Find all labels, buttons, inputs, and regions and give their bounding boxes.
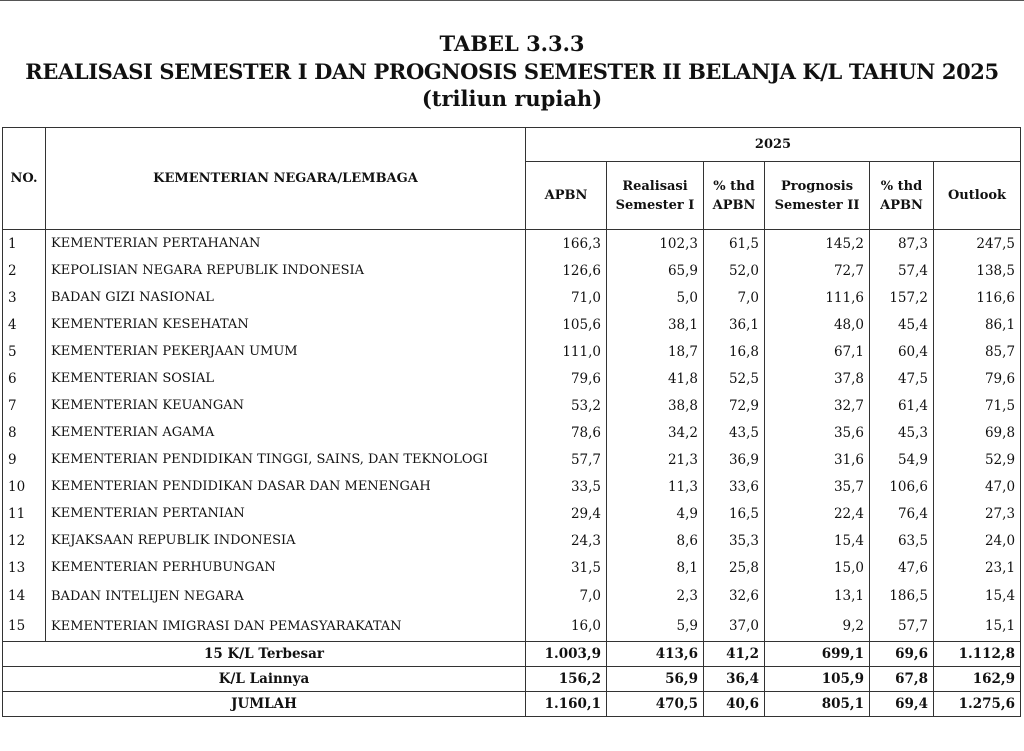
row-apbn: 57,7 bbox=[526, 446, 607, 473]
summary-pct-prognosis: 67,8 bbox=[870, 667, 934, 692]
row-outlook: 247,5 bbox=[934, 230, 1021, 258]
row-no: 3 bbox=[3, 284, 46, 311]
row-apbn: 33,5 bbox=[526, 473, 607, 500]
row-realisasi: 5,0 bbox=[607, 284, 704, 311]
table-row bbox=[3, 338, 1021, 365]
row-pct-realisasi: 36,1 bbox=[704, 311, 765, 338]
summary-prognosis: 699,1 bbox=[765, 642, 870, 667]
row-apbn: 71,0 bbox=[526, 284, 607, 311]
summary-outlook: 1.112,8 bbox=[934, 642, 1021, 667]
row-pct-realisasi: 32,6 bbox=[704, 581, 765, 611]
row-pct-realisasi: 36,9 bbox=[704, 446, 765, 473]
spending-table bbox=[2, 127, 1021, 717]
row-name: KEMENTERIAN PENDIDIKAN TINGGI, SAINS, DAN TEKNOLOGI bbox=[46, 446, 526, 473]
row-realisasi: 102,3 bbox=[607, 230, 704, 258]
row-outlook: 52,9 bbox=[934, 446, 1021, 473]
summary-outlook: 162,9 bbox=[934, 667, 1021, 692]
summary-pct-realisasi: 41,2 bbox=[704, 642, 765, 667]
row-realisasi: 21,3 bbox=[607, 446, 704, 473]
row-apbn: 31,5 bbox=[526, 554, 607, 581]
row-pct-realisasi: 43,5 bbox=[704, 419, 765, 446]
row-pct-prognosis: 61,4 bbox=[870, 392, 934, 419]
header-apbn: APBN bbox=[526, 162, 607, 230]
row-name: KEMENTERIAN PERHUBUNGAN bbox=[46, 554, 526, 581]
top-rule bbox=[0, 0, 1024, 1]
summary-label: 15 K/L Terbesar bbox=[3, 642, 526, 667]
row-outlook: 86,1 bbox=[934, 311, 1021, 338]
row-realisasi: 65,9 bbox=[607, 257, 704, 284]
row-no: 5 bbox=[3, 338, 46, 365]
row-apbn: 105,6 bbox=[526, 311, 607, 338]
row-realisasi: 5,9 bbox=[607, 611, 704, 642]
row-name: KEMENTERIAN SOSIAL bbox=[46, 365, 526, 392]
table-row bbox=[3, 284, 1021, 311]
summary-realisasi: 413,6 bbox=[607, 642, 704, 667]
row-no: 4 bbox=[3, 311, 46, 338]
row-no: 13 bbox=[3, 554, 46, 581]
row-name: KEMENTERIAN IMIGRASI DAN PEMASYARAKATAN bbox=[46, 611, 526, 642]
row-outlook: 69,8 bbox=[934, 419, 1021, 446]
table-row bbox=[3, 392, 1021, 419]
row-pct-prognosis: 87,3 bbox=[870, 230, 934, 258]
row-pct-prognosis: 63,5 bbox=[870, 527, 934, 554]
row-pct-realisasi: 52,0 bbox=[704, 257, 765, 284]
row-pct-prognosis: 47,5 bbox=[870, 365, 934, 392]
row-prognosis: 48,0 bbox=[765, 311, 870, 338]
row-outlook: 85,7 bbox=[934, 338, 1021, 365]
table-row bbox=[3, 365, 1021, 392]
row-pct-realisasi: 52,5 bbox=[704, 365, 765, 392]
header-realisasi: Realisasi Semester I bbox=[607, 162, 704, 230]
row-prognosis: 72,7 bbox=[765, 257, 870, 284]
row-pct-realisasi: 33,6 bbox=[704, 473, 765, 500]
row-prognosis: 13,1 bbox=[765, 581, 870, 611]
summary-prognosis: 105,9 bbox=[765, 667, 870, 692]
row-apbn: 7,0 bbox=[526, 581, 607, 611]
row-no: 10 bbox=[3, 473, 46, 500]
row-realisasi: 11,3 bbox=[607, 473, 704, 500]
row-prognosis: 35,6 bbox=[765, 419, 870, 446]
row-pct-prognosis: 186,5 bbox=[870, 581, 934, 611]
row-pct-prognosis: 57,7 bbox=[870, 611, 934, 642]
row-realisasi: 38,1 bbox=[607, 311, 704, 338]
row-no: 15 bbox=[3, 611, 46, 642]
table-row bbox=[3, 500, 1021, 527]
summary-pct-prognosis: 69,6 bbox=[870, 642, 934, 667]
row-outlook: 23,1 bbox=[934, 554, 1021, 581]
row-prognosis: 145,2 bbox=[765, 230, 870, 258]
row-prognosis: 9,2 bbox=[765, 611, 870, 642]
row-outlook: 47,0 bbox=[934, 473, 1021, 500]
row-realisasi: 4,9 bbox=[607, 500, 704, 527]
row-prognosis: 15,4 bbox=[765, 527, 870, 554]
header-year: 2025 bbox=[526, 128, 1021, 162]
row-outlook: 15,4 bbox=[934, 581, 1021, 611]
row-apbn: 111,0 bbox=[526, 338, 607, 365]
summary-pct-prognosis: 69,4 bbox=[870, 692, 934, 717]
row-prognosis: 35,7 bbox=[765, 473, 870, 500]
row-prognosis: 31,6 bbox=[765, 446, 870, 473]
row-outlook: 71,5 bbox=[934, 392, 1021, 419]
row-pct-realisasi: 35,3 bbox=[704, 527, 765, 554]
summary-prognosis: 805,1 bbox=[765, 692, 870, 717]
table-row bbox=[3, 257, 1021, 284]
header-pct-realisasi: % thd APBN bbox=[704, 162, 765, 230]
row-pct-prognosis: 54,9 bbox=[870, 446, 934, 473]
summary-label: JUMLAH bbox=[3, 692, 526, 717]
summary-pct-realisasi: 36,4 bbox=[704, 667, 765, 692]
summary-row-jumlah bbox=[3, 692, 1021, 717]
row-apbn: 16,0 bbox=[526, 611, 607, 642]
table-number: TABEL 3.3.3 bbox=[439, 31, 585, 56]
row-apbn: 78,6 bbox=[526, 419, 607, 446]
table-row bbox=[3, 611, 1021, 642]
summary-row-lainnya bbox=[3, 667, 1021, 692]
row-no: 14 bbox=[3, 581, 46, 611]
row-pct-prognosis: 76,4 bbox=[870, 500, 934, 527]
row-name: KEMENTERIAN AGAMA bbox=[46, 419, 526, 446]
row-outlook: 116,6 bbox=[934, 284, 1021, 311]
table-row bbox=[3, 473, 1021, 500]
row-prognosis: 32,7 bbox=[765, 392, 870, 419]
row-pct-realisasi: 7,0 bbox=[704, 284, 765, 311]
row-pct-realisasi: 16,5 bbox=[704, 500, 765, 527]
row-prognosis: 67,1 bbox=[765, 338, 870, 365]
summary-realisasi: 470,5 bbox=[607, 692, 704, 717]
row-pct-prognosis: 106,6 bbox=[870, 473, 934, 500]
row-prognosis: 15,0 bbox=[765, 554, 870, 581]
row-outlook: 138,5 bbox=[934, 257, 1021, 284]
row-pct-prognosis: 60,4 bbox=[870, 338, 934, 365]
row-no: 6 bbox=[3, 365, 46, 392]
row-name: KEMENTERIAN PEKERJAAN UMUM bbox=[46, 338, 526, 365]
row-name: KEMENTERIAN KEUANGAN bbox=[46, 392, 526, 419]
row-pct-realisasi: 61,5 bbox=[704, 230, 765, 258]
row-pct-prognosis: 45,3 bbox=[870, 419, 934, 446]
table-row bbox=[3, 311, 1021, 338]
row-outlook: 24,0 bbox=[934, 527, 1021, 554]
row-name: KEMENTERIAN PENDIDIKAN DASAR DAN MENENGAH bbox=[46, 473, 526, 500]
header-kl: KEMENTERIAN NEGARA/LEMBAGA bbox=[46, 128, 526, 230]
row-no: 2 bbox=[3, 257, 46, 284]
row-prognosis: 37,8 bbox=[765, 365, 870, 392]
row-prognosis: 111,6 bbox=[765, 284, 870, 311]
table-unit: (triliun rupiah) bbox=[421, 86, 603, 111]
header-outlook: Outlook bbox=[934, 162, 1021, 230]
table-row bbox=[3, 419, 1021, 446]
summary-realisasi: 56,9 bbox=[607, 667, 704, 692]
row-pct-realisasi: 72,9 bbox=[704, 392, 765, 419]
table-row bbox=[3, 554, 1021, 581]
row-name: BADAN INTELIJEN NEGARA bbox=[46, 581, 526, 611]
row-pct-realisasi: 16,8 bbox=[704, 338, 765, 365]
summary-outlook: 1.275,6 bbox=[934, 692, 1021, 717]
row-pct-prognosis: 57,4 bbox=[870, 257, 934, 284]
table-row bbox=[3, 527, 1021, 554]
row-outlook: 27,3 bbox=[934, 500, 1021, 527]
table-row bbox=[3, 230, 1021, 258]
summary-label: K/L Lainnya bbox=[3, 667, 526, 692]
row-no: 9 bbox=[3, 446, 46, 473]
table-title: REALISASI SEMESTER I DAN PROGNOSIS SEMESTER II BELANJA K/L TAHUN 2025 bbox=[25, 59, 999, 84]
row-apbn: 166,3 bbox=[526, 230, 607, 258]
summary-apbn: 1.003,9 bbox=[526, 642, 607, 667]
row-pct-realisasi: 25,8 bbox=[704, 554, 765, 581]
row-name: KEJAKSAAN REPUBLIK INDONESIA bbox=[46, 527, 526, 554]
row-no: 8 bbox=[3, 419, 46, 446]
row-no: 1 bbox=[3, 230, 46, 258]
row-apbn: 29,4 bbox=[526, 500, 607, 527]
row-realisasi: 38,8 bbox=[607, 392, 704, 419]
summary-apbn: 156,2 bbox=[526, 667, 607, 692]
row-no: 12 bbox=[3, 527, 46, 554]
row-name: KEPOLISIAN NEGARA REPUBLIK INDONESIA bbox=[46, 257, 526, 284]
row-realisasi: 34,2 bbox=[607, 419, 704, 446]
row-no: 11 bbox=[3, 500, 46, 527]
summary-row-top15 bbox=[3, 642, 1021, 667]
row-apbn: 53,2 bbox=[526, 392, 607, 419]
row-realisasi: 41,8 bbox=[607, 365, 704, 392]
summary-pct-realisasi: 40,6 bbox=[704, 692, 765, 717]
row-realisasi: 8,6 bbox=[607, 527, 704, 554]
header-no: NO. bbox=[3, 128, 46, 230]
row-pct-realisasi: 37,0 bbox=[704, 611, 765, 642]
row-name: KEMENTERIAN KESEHATAN bbox=[46, 311, 526, 338]
header-pct-prognosis: % thd APBN bbox=[870, 162, 934, 230]
row-name: KEMENTERIAN PERTANIAN bbox=[46, 500, 526, 527]
row-realisasi: 2,3 bbox=[607, 581, 704, 611]
row-prognosis: 22,4 bbox=[765, 500, 870, 527]
row-realisasi: 18,7 bbox=[607, 338, 704, 365]
row-pct-prognosis: 47,6 bbox=[870, 554, 934, 581]
summary-apbn: 1.160,1 bbox=[526, 692, 607, 717]
row-apbn: 24,3 bbox=[526, 527, 607, 554]
header-prognosis: Prognosis Semester II bbox=[765, 162, 870, 230]
row-pct-prognosis: 45,4 bbox=[870, 311, 934, 338]
row-no: 7 bbox=[3, 392, 46, 419]
row-pct-prognosis: 157,2 bbox=[870, 284, 934, 311]
row-name: KEMENTERIAN PERTAHANAN bbox=[46, 230, 526, 258]
row-outlook: 79,6 bbox=[934, 365, 1021, 392]
table-row bbox=[3, 581, 1021, 611]
row-apbn: 79,6 bbox=[526, 365, 607, 392]
row-apbn: 126,6 bbox=[526, 257, 607, 284]
table-row bbox=[3, 446, 1021, 473]
row-realisasi: 8,1 bbox=[607, 554, 704, 581]
row-name: BADAN GIZI NASIONAL bbox=[46, 284, 526, 311]
row-outlook: 15,1 bbox=[934, 611, 1021, 642]
